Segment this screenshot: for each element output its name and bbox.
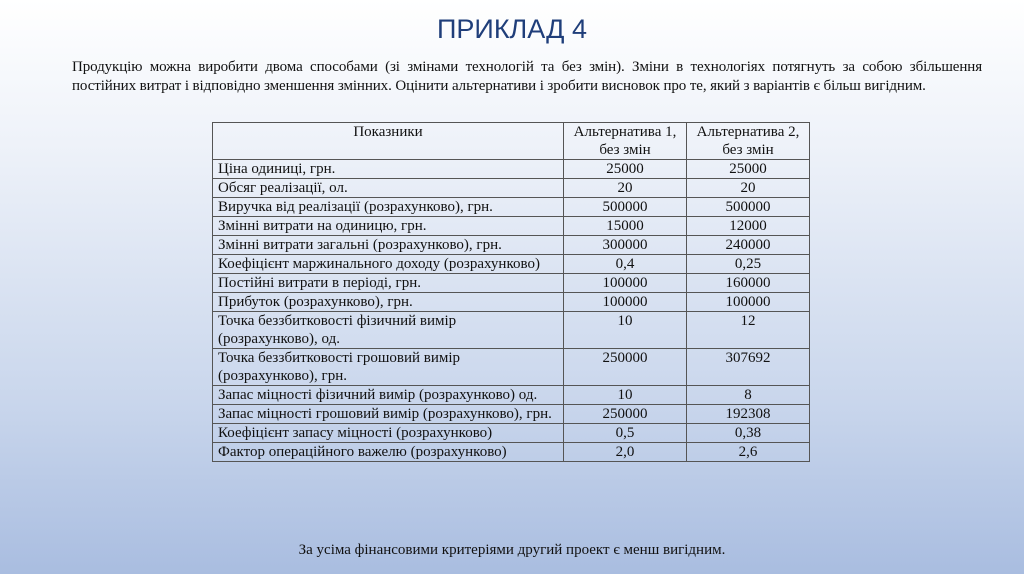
alternative-1-value: 10 bbox=[564, 312, 687, 349]
table-header-row bbox=[213, 123, 810, 160]
table-row bbox=[213, 255, 810, 274]
table-row bbox=[213, 179, 810, 198]
table-row bbox=[213, 198, 810, 217]
table-row bbox=[213, 293, 810, 312]
alternative-2-value: 25000 bbox=[687, 160, 810, 179]
alternative-1-value: 250000 bbox=[564, 405, 687, 424]
header-indicators: Показники bbox=[213, 123, 564, 160]
indicator-label: Фактор операційного важелю (розрахунково) bbox=[213, 443, 564, 462]
alternative-1-value: 100000 bbox=[564, 274, 687, 293]
table-row bbox=[213, 160, 810, 179]
indicator-label: Змінні витрати на одиницю, грн. bbox=[213, 217, 564, 236]
indicator-label: Виручка від реалізації (розрахунково), грн. bbox=[213, 198, 564, 217]
table-row bbox=[213, 405, 810, 424]
alternative-1-value: 20 bbox=[564, 179, 687, 198]
alternative-1-value: 500000 bbox=[564, 198, 687, 217]
slide-title: ПРИКЛАД 4 bbox=[437, 14, 587, 44]
indicator-label: Запас міцності фізичний вимір (розрахунково) од. bbox=[213, 386, 564, 405]
alternative-2-value: 12000 bbox=[687, 217, 810, 236]
table-row bbox=[213, 349, 810, 386]
alternative-1-value: 250000 bbox=[564, 349, 687, 386]
alternative-1-value: 15000 bbox=[564, 217, 687, 236]
indicator-label: Точка беззбитковості фізичний вимір (розрахунково), од. bbox=[213, 312, 564, 349]
indicator-label: Змінні витрати загальні (розрахунково), грн. bbox=[213, 236, 564, 255]
alternative-2-value: 240000 bbox=[687, 236, 810, 255]
indicator-label: Прибуток (розрахунково), грн. bbox=[213, 293, 564, 312]
alternative-2-value: 0,38 bbox=[687, 424, 810, 443]
alternative-2-value: 20 bbox=[687, 179, 810, 198]
indicator-label: Постійні витрати в періоді, грн. bbox=[213, 274, 564, 293]
alternative-2-value: 160000 bbox=[687, 274, 810, 293]
indicators-table bbox=[212, 122, 810, 462]
alternative-1-value: 100000 bbox=[564, 293, 687, 312]
alternative-2-value: 0,25 bbox=[687, 255, 810, 274]
alternative-1-value: 25000 bbox=[564, 160, 687, 179]
alternative-2-value: 192308 bbox=[687, 405, 810, 424]
table-row bbox=[213, 386, 810, 405]
alternative-2-value: 8 bbox=[687, 386, 810, 405]
alternative-2-value: 500000 bbox=[687, 198, 810, 217]
task-description: Продукцію можна виробити двома способами (зі змінами технологій та без змін). Зміни в технологіях потягнуть за собою збільшення постійних витрат і відповідно зменшення змінних. Оцінити альтернативи і зробити висновок про те, який з варіантів є більш вигідним. bbox=[72, 59, 982, 94]
alternative-1-value: 2,0 bbox=[564, 443, 687, 462]
conclusion: За усіма фінансовими критеріями другий проект є менш вигідним. bbox=[298, 542, 726, 558]
alternative-1-value: 0,5 bbox=[564, 424, 687, 443]
table-row bbox=[213, 424, 810, 443]
table-row bbox=[213, 274, 810, 293]
alternative-2-value: 2,6 bbox=[687, 443, 810, 462]
indicator-label: Обсяг реалізації, ол. bbox=[213, 179, 564, 198]
table-row bbox=[213, 217, 810, 236]
table-row bbox=[213, 236, 810, 255]
alternative-1-value: 300000 bbox=[564, 236, 687, 255]
indicator-label: Запас міцності грошовий вимір (розрахунково), грн. bbox=[213, 405, 564, 424]
indicator-label: Коефіцієнт маржинального доходу (розрахунково) bbox=[213, 255, 564, 274]
alternative-1-value: 0,4 bbox=[564, 255, 687, 274]
alternative-2-value: 100000 bbox=[687, 293, 810, 312]
header-alternative-1: Альтернатива 1, без змін bbox=[564, 123, 687, 160]
indicator-label: Точка беззбитковості грошовий вимір (розрахунково), грн. bbox=[213, 349, 564, 386]
indicator-label: Коефіцієнт запасу міцності (розрахунково) bbox=[213, 424, 564, 443]
table-row bbox=[213, 312, 810, 349]
table-row bbox=[213, 443, 810, 462]
alternative-2-value: 12 bbox=[687, 312, 810, 349]
indicator-label: Ціна одиниці, грн. bbox=[213, 160, 564, 179]
alternative-2-value: 307692 bbox=[687, 349, 810, 386]
header-alternative-2: Альтернатива 2, без змін bbox=[687, 123, 810, 160]
alternative-1-value: 10 bbox=[564, 386, 687, 405]
